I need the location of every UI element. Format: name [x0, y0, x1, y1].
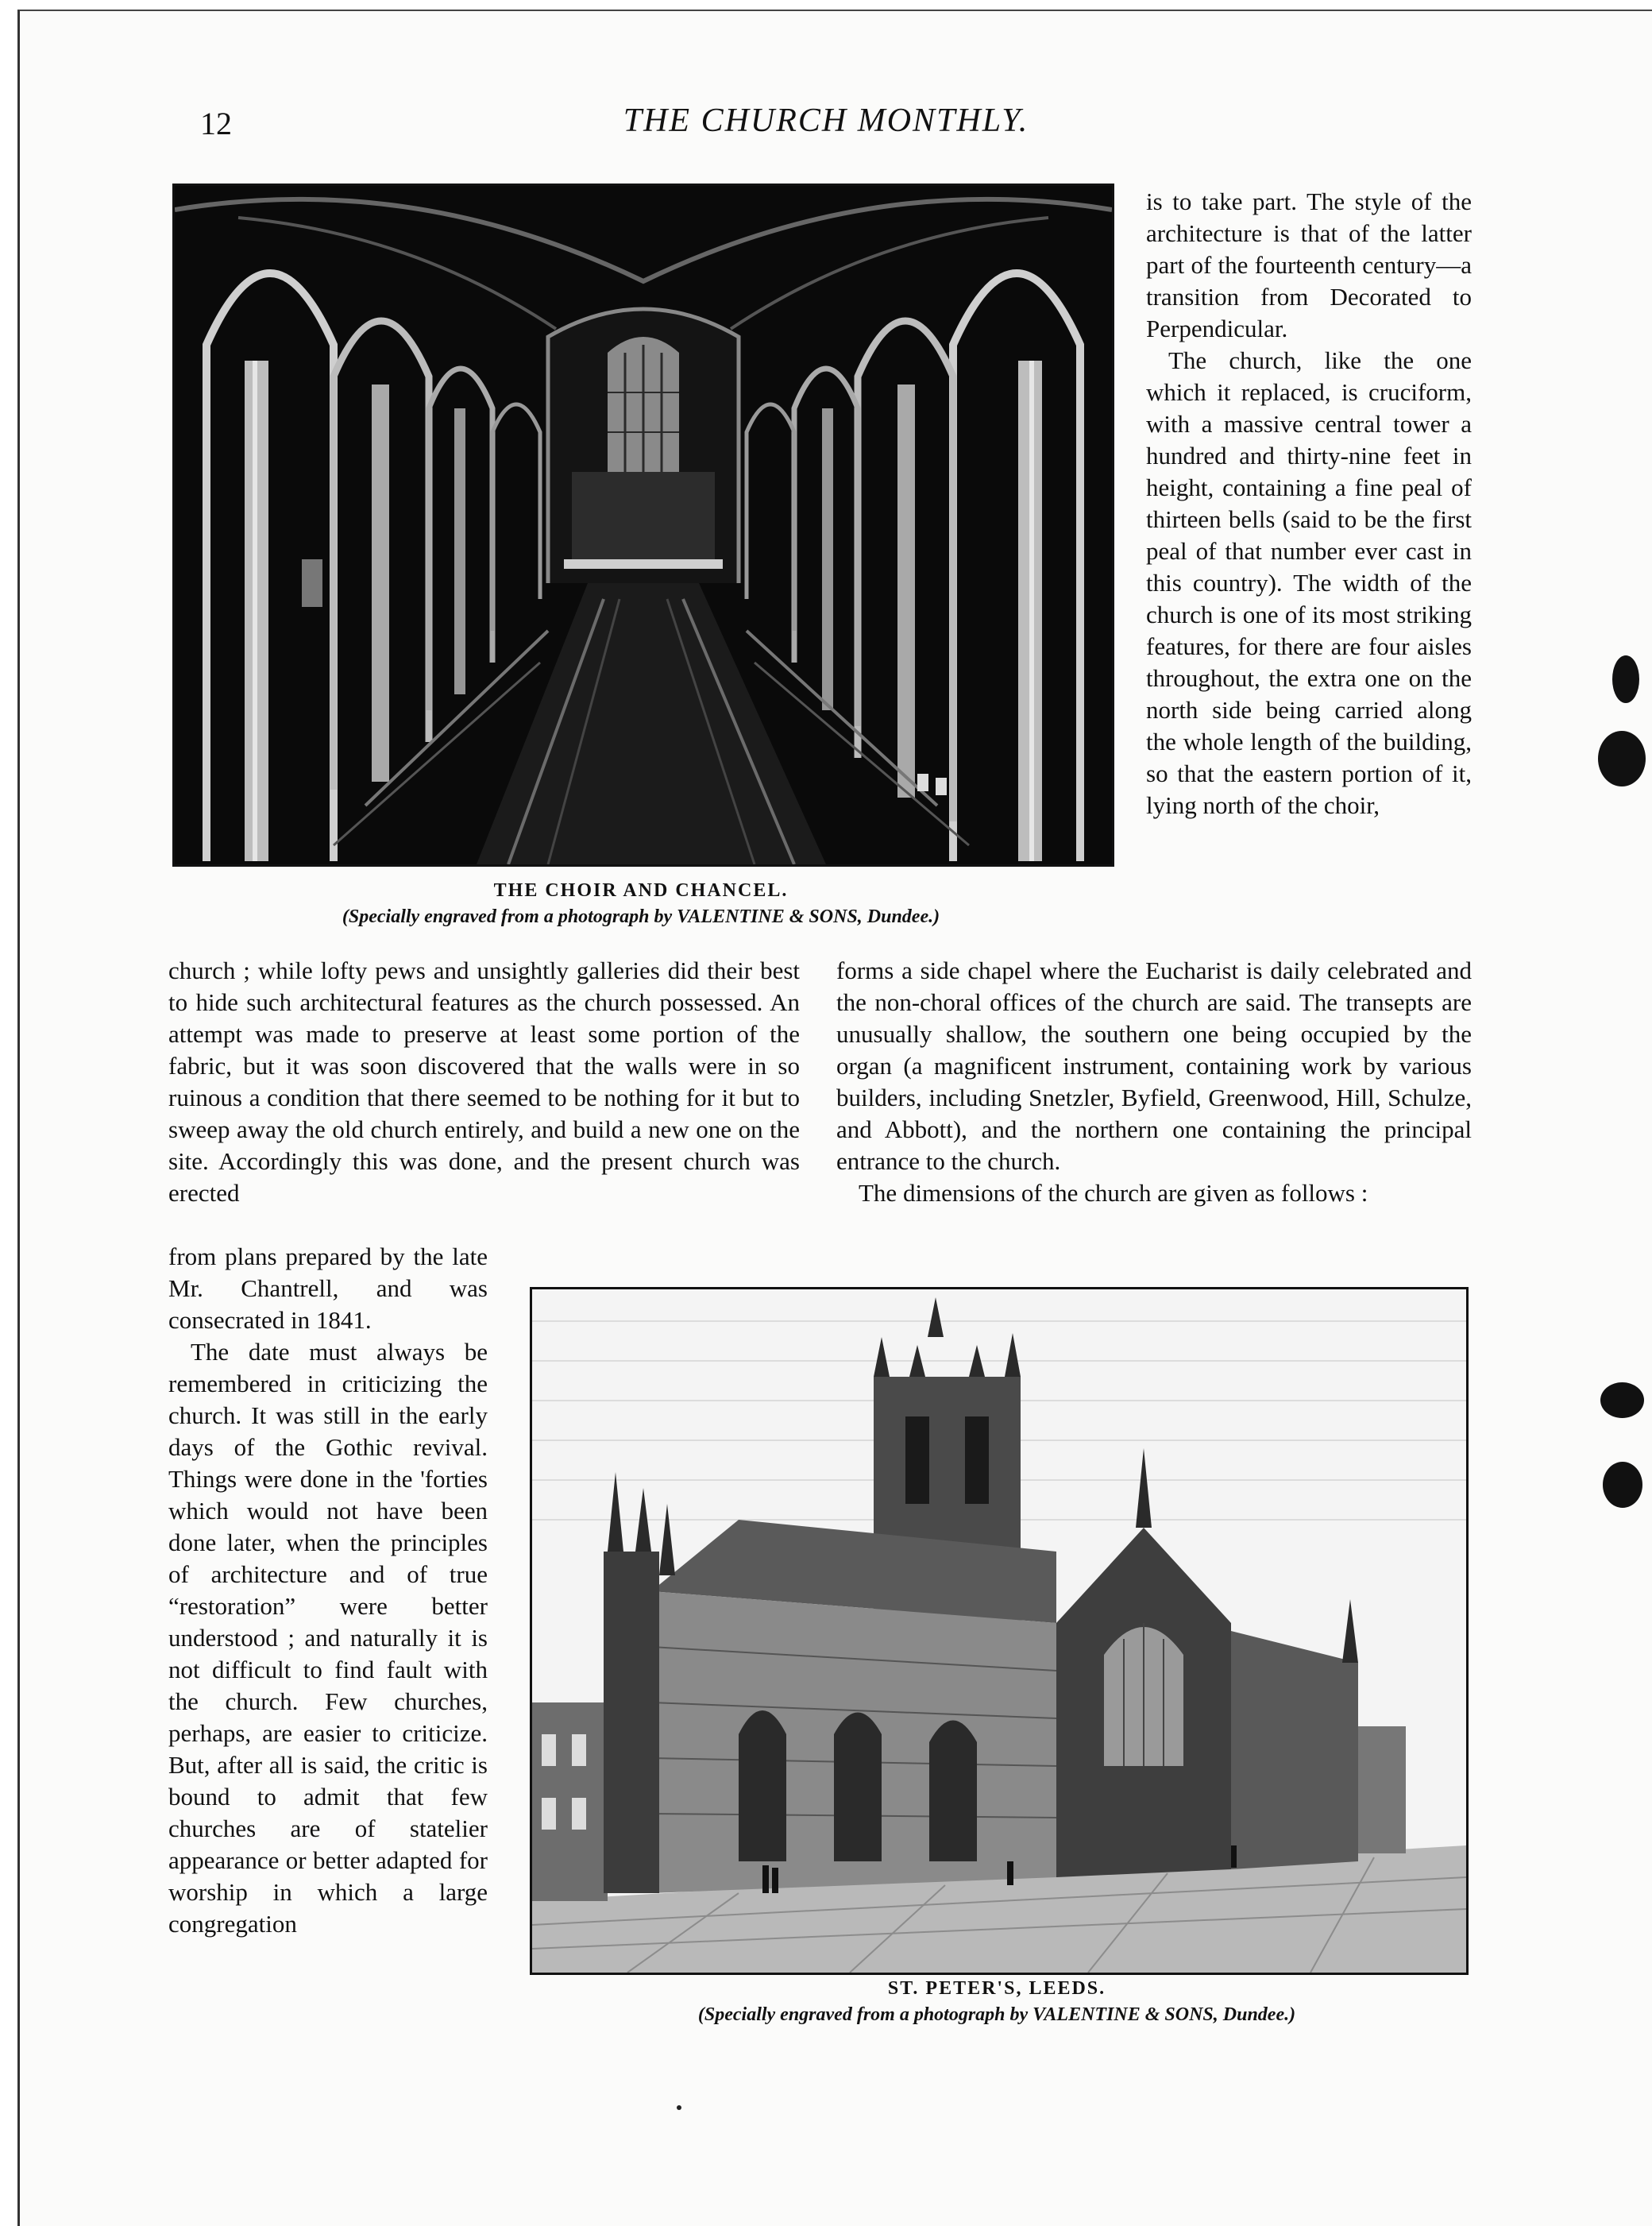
- choir-caption-title: THE CHOIR AND CHANCEL.: [493, 880, 789, 901]
- paragraph-consecrated: from plans prepared by the late Mr. Chantrell, and was consecrated in 1841.: [168, 1242, 488, 1334]
- right-column-text: [1146, 186, 1472, 821]
- st-peters-illustration: [532, 1289, 1466, 1973]
- middle-right-text: [836, 955, 1472, 1209]
- paragraph-cruciform: The church, like the one which it replaced, is cruciform, with a massive central tower a hundred and thirty-nine feet in height, containing a fine peal of thirteen bells (said to be the first peal of that number ever cast in this country). The width of the church is one of its most striking features, for there are four aisles throughout, the extra one on the north side being carried along the whole length of the building, so that the eastern portion of it, lying north of the choir,: [1146, 346, 1472, 819]
- choir-chancel-illustration: [175, 186, 1112, 864]
- stray-mark: [677, 2105, 681, 2110]
- exterior-caption-title: ST. PETER'S, LEEDS.: [887, 1978, 1106, 1999]
- margin-ink-blot: [1598, 731, 1646, 786]
- exterior-caption: [530, 1976, 1464, 2028]
- choir-caption-credit: (Specially engraved from a photograph by VALENTINE & SONS, Dundee.): [342, 906, 940, 927]
- narrow-left-column: [168, 1241, 488, 1940]
- middle-left-text: [168, 955, 800, 1209]
- running-title: THE CHURCH MONTHLY.: [623, 102, 1029, 139]
- page-number: 12: [200, 106, 232, 141]
- choir-caption: [172, 878, 1110, 930]
- st-peters-exterior-engraving: [530, 1287, 1469, 1975]
- margin-ink-blot: [1600, 1382, 1644, 1418]
- paragraph-style: is to take part. The style of the architecture is that of the latter part of the fourteenth century—a transition from Decorated to Perpendicular.: [1146, 187, 1472, 342]
- paragraph-gothic-revival: The date must always be remembered in criticizing the church. It was still in the early days of the Gothic revival. Things were done in the 'forties which would not have been done later, when the principles of architecture and of true “restoration” were better understood ; and naturally it is not difficult to find fault with the church. Few churches, perhaps, are easier to criticize. But, after all is said, the critic is bound to admit that few churches are of statelier appearance or better adapted for worship in which a large congregation: [168, 1338, 488, 1938]
- margin-ink-blot: [1603, 1462, 1642, 1508]
- exterior-caption-credit: (Specially engraved from a photograph by VALENTINE & SONS, Dundee.): [697, 2004, 1296, 2025]
- margin-ink-blot: [1612, 655, 1639, 703]
- paragraph-side-chapel: forms a side chapel where the Eucharist is daily celebrated and the non-choral offices of the church are said. The transepts are unusually shallow, the southern one being occupied by the organ (a magnificent instrument, containing work by various builders, including Snetzler, Byfield, Greenwood, Hill, Schulze, and Abbott), and the northern one containing the principal entrance to the church.: [836, 956, 1472, 1175]
- choir-chancel-engraving: [172, 184, 1114, 867]
- paragraph-rebuilding: church ; while lofty pews and unsightly galleries did their best to hide such architectural features as the church possessed. An attempt was made to preserve at least some portion of the fabric, but it was soon discovered that the walls were in so ruinous a condition that there seemed to be nothing for it but to sweep away the old church entirely, and build a new one on the site. Accordingly this was done, and the present church was erected: [168, 956, 800, 1207]
- paragraph-dimensions: The dimensions of the church are given as follows :: [859, 1179, 1368, 1207]
